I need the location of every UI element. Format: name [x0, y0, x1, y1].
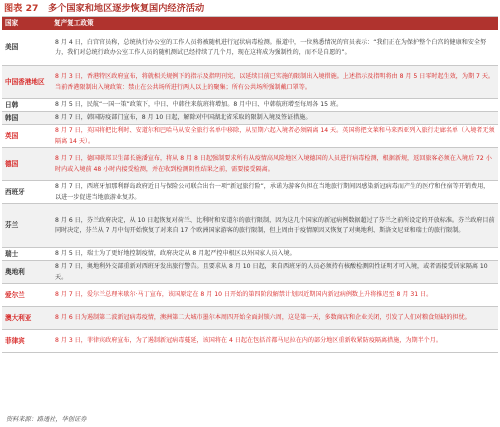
table-row — [2, 112, 498, 125]
table-row — [2, 248, 498, 261]
header-policy: 复产复工政策 — [54, 19, 94, 27]
figure-title — [4, 2, 204, 16]
table-row — [2, 30, 498, 66]
policy-cell: 8 月 3 日，香港特区政府宣布，将就相关规例下的指示及指明刊宪，以延续目前已实施的限制出入境措施。上述指示及指明将由 8 月 5 日零时起生效，为期 7 天。当前香港限制出入境政策：禁止在公共场所进行两人以上的聚集；所有公共场所强制戴口罩等。 — [55, 73, 495, 91]
country-cell: 德国 — [5, 159, 19, 168]
country-cell: 瑞士 — [5, 249, 19, 258]
country-cell: 英国 — [5, 131, 19, 140]
country-cell: 爱尔兰 — [5, 290, 25, 299]
table-header — [2, 17, 498, 30]
policy-cell: 8 月 7 日，爱尔兰总理米歇尔·马丁宣布，该国原定在 8 月 10 日开始的第四阶段解禁计划因近期国内新冠病例数上升将推迟至 8 月 31 日。 — [55, 291, 433, 299]
country-cell: 日韩 — [5, 100, 19, 109]
country-cell: 美国 — [5, 43, 19, 51]
table-row — [2, 284, 498, 307]
policy-cell: 8 月 6 日为遏制第二波新冠病毒疫情，澳洲第二大城市墨尔本周四开始全面封锁六周，这是第一天，多数商店和企业关闭，引发了人们对粮食短缺的担忧。 — [55, 314, 471, 322]
table-row — [2, 99, 498, 112]
country-cell: 菲律宾 — [5, 336, 25, 345]
table-body — [2, 30, 498, 353]
policy-cell: 8 月 7 日，德国联邦卫生部长施潘宣布，将从 8 月 8 日起强制要求所有从疫情高风险地区入境德国的人员进行病毒检测，根据新规，返回旅客必须在入境后 72 小时内或入境前 48 小时内接受检测，并在收到检测阴性结果之前，需要接受隔离。 — [55, 155, 492, 173]
table-row — [2, 330, 498, 353]
country-cell: 西班牙 — [5, 187, 25, 196]
policy-cell: 8 月 4 日，白宫官员称，总统执行办公室的工作人员将被随机进行冠状病毒检测。报道中，一位熟悉情况的官员表示：“我们正在为保护整个白宫的健康和安全努力，我们对总统行政办公室工作人员的随机测试已经持续了几个月，现在这将成为强制性的，而不是自愿的”。 — [55, 38, 487, 56]
policy-table — [2, 16, 498, 353]
country-cell: 芬兰 — [5, 221, 19, 229]
policy-cell: 8 月 6 日，芬兰政府决定，从 10 日起恢复对荷兰、比利时和安道尔的旅行限制，因为这几个国家的新冠病例数据超过了芬兰之前所设定的开放标准。芬兰政府目前同时决定，芬兰从 7 月中旬开始恢复了对来自 17 个欧洲国家游客的旅行限制，但上周由于疫情原因又恢复了对奥地利、斯洛文尼亚和瑞士的旅行限制。 — [55, 216, 495, 234]
source-note: 资料来源：路透社，华创证券 — [6, 416, 87, 423]
country-cell: 韩国 — [5, 113, 19, 122]
country-cell: 中国香港地区 — [5, 77, 45, 86]
table-row — [2, 125, 498, 148]
policy-cell: 8 月 5 日，瑞士为了更好地控制疫情，政府决定从 8 月起严控申根区以外国家人员入境。 — [55, 250, 296, 258]
table-row — [2, 307, 498, 330]
policy-cell: 8 月 7 日，韩国防疫部门宣布，8 月 10 日起，解除对中国湖北省采取的限制入境及签证措施。 — [55, 114, 312, 122]
header-country: 国家 — [5, 19, 19, 27]
table-row — [2, 181, 498, 204]
figure-title-text: 多个国家和地区逐步恢复国内经济活动 — [47, 3, 205, 14]
policy-cell: 8 月 7 日，英国将把比利时、安道尔和巴哈马从安全旅行名单中移除，从星期六起入境者必须隔离 14 天。英国将把文莱和马来西亚列入旅行走廊名单（入境者无须隔离 14 天）。 — [55, 127, 495, 145]
policy-cell: 8 月 7 日，奥地利外交部重新对西班牙发出旅行警告。且要求从 8 月 10 日起，来自西班牙的人员必须持有核酸检测阴性证明才可入境，或者需接受居家隔离 10 天。 — [55, 263, 488, 281]
figure-number: 图表 27 — [4, 3, 39, 14]
table-row — [2, 66, 498, 99]
table-row — [2, 261, 498, 284]
policy-cell: 8 月 5 日，民航“一国一策”政策下，中日、中韩往来航班将增加。8 月中日、中韩航班增至每周各 15 班。 — [55, 101, 343, 109]
table-row — [2, 148, 498, 181]
policy-cell: 8 月 7 日，西班牙加那利群岛政府近日与保险公司联合出台一项“新冠旅行险”，承诺为游客负担在当地旅行期间因感染新冠病毒而产生的医疗和住宿等开销费用，以进一步促进当地旅游业复苏。 — [55, 183, 490, 201]
country-cell: 奥地利 — [5, 267, 25, 276]
country-cell: 澳大利亚 — [5, 313, 32, 322]
policy-cell: 8 月 3 日，菲律宾政府宣布，为了遏制新冠病毒蔓延，该国将在 4 日起在包括首都马尼拉在内的部分地区重新收紧防疫隔离措施，为期半个月。 — [55, 337, 442, 345]
table-row — [2, 204, 498, 248]
